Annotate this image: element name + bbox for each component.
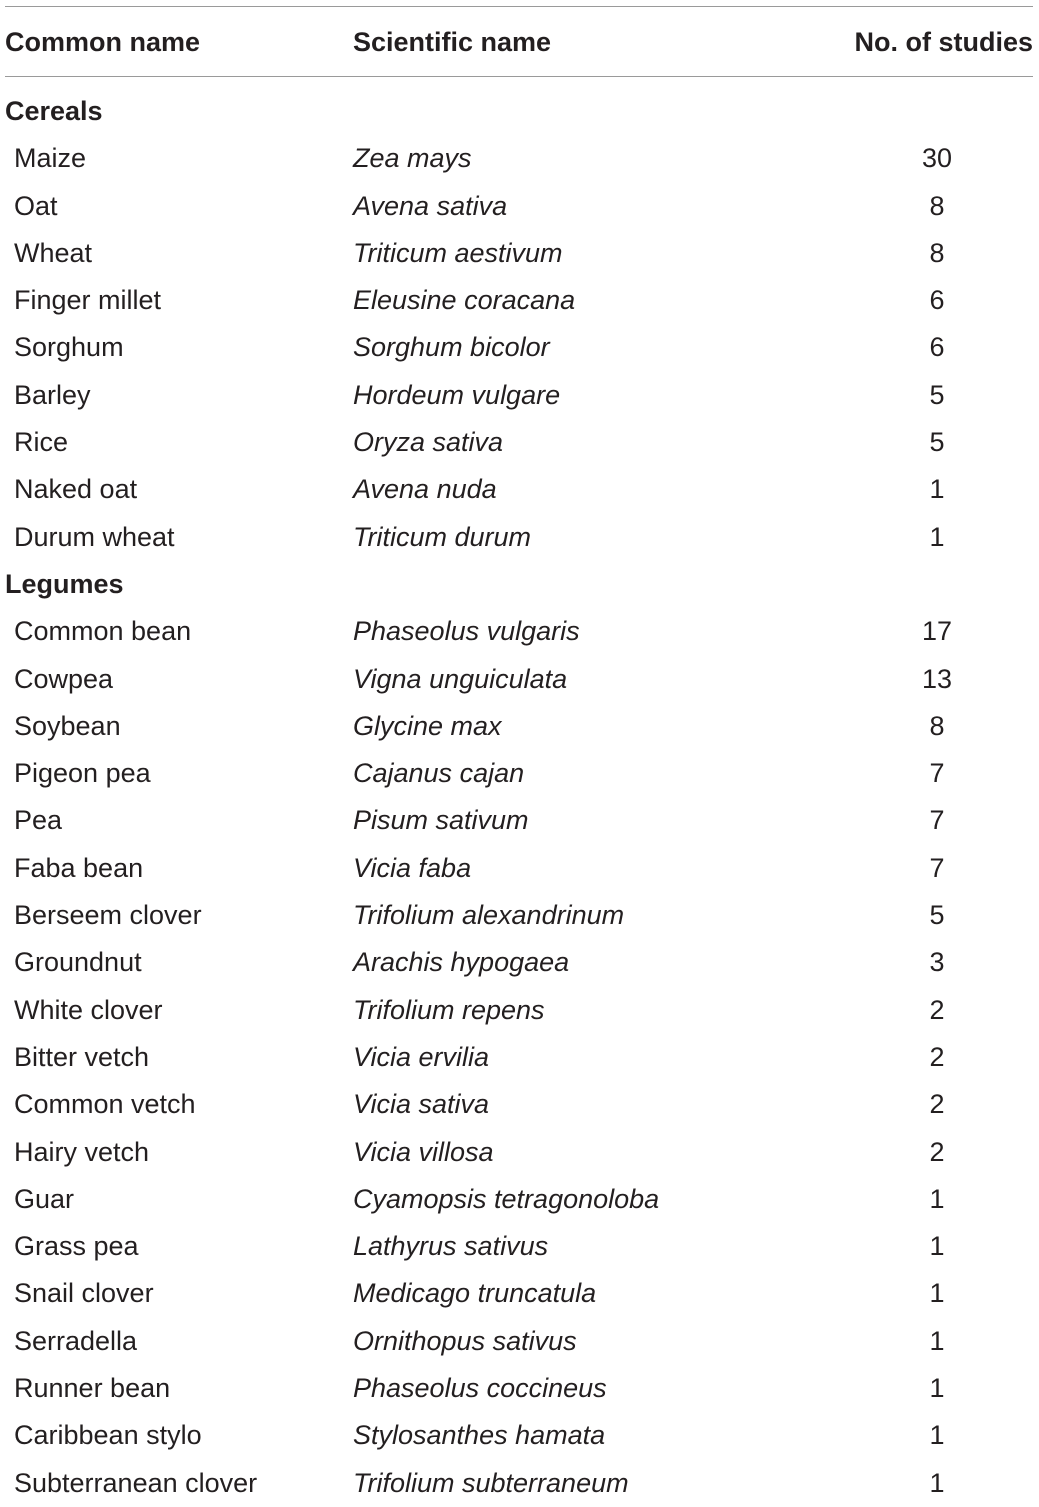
common-name-cell: White clover bbox=[14, 994, 163, 1025]
scientific-name-cell: Vicia ervilia bbox=[353, 1041, 490, 1072]
common-name-cell: Durum wheat bbox=[14, 521, 175, 552]
table-row bbox=[0, 1129, 1039, 1176]
table-row bbox=[0, 1034, 1039, 1081]
table-row bbox=[0, 514, 1039, 561]
table-row bbox=[0, 466, 1039, 513]
scientific-name-cell: Oryza sativa bbox=[353, 427, 504, 458]
scientific-name-cell: Cajanus cajan bbox=[353, 758, 525, 789]
scientific-name-cell: Vicia villosa bbox=[353, 1136, 494, 1167]
scientific-name-cell: Sorghum bicolor bbox=[353, 332, 550, 363]
scientific-name-cell: Glycine max bbox=[353, 710, 502, 741]
scientific-name-cell: Triticum durum bbox=[353, 521, 532, 552]
table-row bbox=[0, 1412, 1039, 1459]
table-row bbox=[0, 419, 1039, 466]
scientific-name-cell: Trifolium alexandrinum bbox=[353, 900, 625, 931]
studies-count-cell: 2 bbox=[929, 1136, 945, 1167]
studies-count-cell: 1 bbox=[929, 1467, 945, 1498]
table-row bbox=[0, 656, 1039, 703]
table-row bbox=[0, 1081, 1039, 1128]
scientific-name-cell: Eleusine coracana bbox=[353, 285, 576, 316]
common-name-cell: Subterranean clover bbox=[14, 1467, 258, 1498]
common-name-cell: Serradella bbox=[14, 1325, 138, 1356]
scientific-name-cell: Trifolium repens bbox=[353, 994, 545, 1025]
common-name-cell: Berseem clover bbox=[14, 900, 202, 931]
studies-count-cell: 1 bbox=[929, 474, 945, 505]
common-name-cell: Naked oat bbox=[14, 474, 138, 505]
table-row bbox=[0, 1460, 1039, 1507]
table-row bbox=[0, 939, 1039, 986]
studies-count-cell: 2 bbox=[929, 1041, 945, 1072]
studies-count-cell: 1 bbox=[929, 1420, 945, 1451]
scientific-name-cell: Lathyrus sativus bbox=[353, 1231, 549, 1262]
common-name-cell: Maize bbox=[14, 143, 87, 174]
scientific-name-cell: Phaseolus coccineus bbox=[353, 1373, 607, 1404]
studies-count-cell: 5 bbox=[929, 379, 945, 410]
common-name-cell: Barley bbox=[14, 379, 91, 410]
table-top-rule bbox=[5, 6, 1033, 7]
studies-count-cell: 1 bbox=[929, 1183, 945, 1214]
table-row bbox=[0, 892, 1039, 939]
studies-count-cell: 1 bbox=[929, 1325, 945, 1356]
scientific-name-cell: Stylosanthes hamata bbox=[353, 1420, 606, 1451]
studies-count-cell: 1 bbox=[929, 521, 945, 552]
studies-count-cell: 7 bbox=[929, 805, 945, 836]
common-name-cell: Faba bean bbox=[14, 852, 144, 883]
scientific-name-cell: Pisum sativum bbox=[353, 805, 529, 836]
common-name-cell: Wheat bbox=[14, 237, 93, 268]
scientific-name-cell: Ornithopus sativus bbox=[353, 1325, 577, 1356]
studies-count-cell: 6 bbox=[929, 285, 945, 316]
table-row bbox=[0, 1176, 1039, 1223]
studies-count-cell: 8 bbox=[929, 237, 945, 268]
table-row bbox=[0, 987, 1039, 1034]
header-bottom-rule bbox=[5, 76, 1033, 77]
common-name-cell: Groundnut bbox=[14, 947, 142, 978]
table-row bbox=[0, 797, 1039, 844]
studies-count-cell: 7 bbox=[929, 758, 945, 789]
table-row bbox=[0, 372, 1039, 419]
table-row bbox=[0, 845, 1039, 892]
scientific-name-cell: Trifolium subterraneum bbox=[353, 1467, 629, 1498]
scientific-name-cell: Cyamopsis tetragonoloba bbox=[353, 1183, 660, 1214]
scientific-name-cell: Triticum aestivum bbox=[353, 237, 563, 268]
table-row bbox=[0, 703, 1039, 750]
header-scientific-name: Scientific name bbox=[353, 27, 552, 57]
group-row bbox=[0, 561, 1039, 608]
common-name-cell: Guar bbox=[14, 1183, 75, 1214]
scientific-name-cell: Phaseolus vulgaris bbox=[353, 616, 580, 647]
studies-count-cell: 7 bbox=[929, 852, 945, 883]
table-row bbox=[0, 183, 1039, 230]
scientific-name-cell: Medicago truncatula bbox=[353, 1278, 597, 1309]
scientific-name-cell: Zea mays bbox=[353, 143, 472, 174]
studies-count-cell: 1 bbox=[929, 1231, 945, 1262]
common-name-cell: Common vetch bbox=[14, 1089, 196, 1120]
table-row bbox=[0, 324, 1039, 371]
common-name-cell: Runner bean bbox=[14, 1373, 171, 1404]
studies-count-cell: 2 bbox=[929, 994, 945, 1025]
header-no-of-studies: No. of studies bbox=[854, 27, 1033, 57]
common-name-cell: Sorghum bbox=[14, 332, 124, 363]
studies-count-cell: 1 bbox=[929, 1373, 945, 1404]
common-name-cell: Pea bbox=[14, 805, 63, 836]
common-name-cell: Grass pea bbox=[14, 1231, 139, 1262]
table-body bbox=[0, 88, 1039, 1507]
studies-count-cell: 6 bbox=[929, 332, 945, 363]
common-name-cell: Caribbean stylo bbox=[14, 1420, 202, 1451]
common-name-cell: Pigeon pea bbox=[14, 758, 151, 789]
studies-count-cell: 8 bbox=[929, 190, 945, 221]
common-name-cell: Bitter vetch bbox=[14, 1041, 150, 1072]
common-name-cell: Finger millet bbox=[14, 285, 162, 316]
studies-count-cell: 5 bbox=[929, 427, 945, 458]
common-name-cell: Oat bbox=[14, 190, 58, 221]
scientific-name-cell: Hordeum vulgare bbox=[353, 379, 561, 410]
table-row bbox=[0, 750, 1039, 797]
table-row bbox=[0, 135, 1039, 182]
studies-count-cell: 2 bbox=[929, 1089, 945, 1120]
table-row bbox=[0, 1318, 1039, 1365]
common-name-cell: Rice bbox=[14, 427, 69, 458]
table-row bbox=[0, 230, 1039, 277]
studies-count-cell: 8 bbox=[929, 710, 945, 741]
common-name-cell: Soybean bbox=[14, 710, 121, 741]
table-row bbox=[0, 277, 1039, 324]
scientific-name-cell: Avena sativa bbox=[353, 190, 508, 221]
studies-count-cell: 3 bbox=[929, 947, 945, 978]
table-row bbox=[0, 608, 1039, 655]
common-name-cell: Common bean bbox=[14, 616, 192, 647]
studies-count-cell: 17 bbox=[921, 616, 953, 647]
studies-count-cell: 30 bbox=[921, 143, 953, 174]
group-title: Legumes bbox=[5, 568, 124, 599]
table-row bbox=[0, 1365, 1039, 1412]
scientific-name-cell: Vicia faba bbox=[353, 852, 472, 883]
group-title: Cereals bbox=[5, 96, 103, 126]
studies-count-cell: 13 bbox=[921, 663, 953, 694]
common-name-cell: Cowpea bbox=[14, 663, 114, 694]
studies-count-cell: 1 bbox=[929, 1278, 945, 1309]
scientific-name-cell: Avena nuda bbox=[353, 474, 497, 505]
header-common-name: Common name bbox=[5, 27, 201, 57]
scientific-name-cell: Arachis hypogaea bbox=[353, 947, 570, 978]
group-row bbox=[0, 88, 1039, 135]
common-name-cell: Snail clover bbox=[14, 1278, 154, 1309]
common-name-cell: Hairy vetch bbox=[14, 1136, 150, 1167]
table-row bbox=[0, 1270, 1039, 1317]
table-row bbox=[0, 1223, 1039, 1270]
studies-count-cell: 5 bbox=[929, 900, 945, 931]
scientific-name-cell: Vigna unguiculata bbox=[353, 663, 568, 694]
scientific-name-cell: Vicia sativa bbox=[353, 1089, 490, 1120]
